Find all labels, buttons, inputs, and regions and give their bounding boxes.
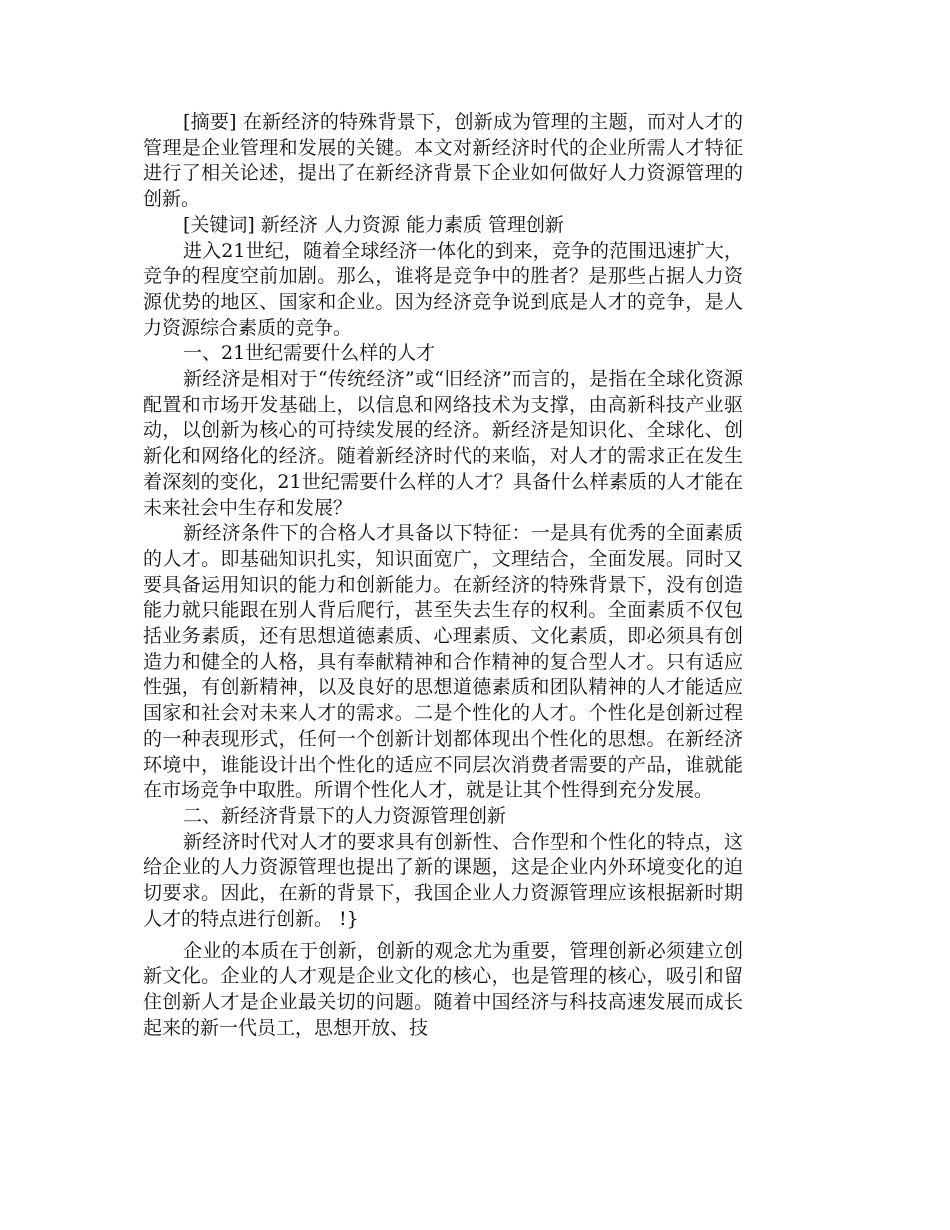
abstract-paragraph: [摘要] 在新经济的特殊背景下，创新成为管理的主题，而对人才的管理是企业管理和发展的关键。本文对新经济时代的企业所需人才特征进行了相关论述，提出了在新经济背景下企业如何做好人力资源管理的创新。: [143, 111, 743, 211]
body-paragraph: 新经济时代对人才的要求具有创新性、合作型和个性化的特点，这给企业的人力资源管理也提出了新的课题，这是企业内外环境变化的迫切要求。因此，在新的背景下，我国企业人力资源管理应该根据新时期人才的特点进行创新。 !}: [143, 830, 743, 930]
body-paragraph: 企业的本质在于创新，创新的观念尤为重要，管理创新必须建立创新文化。企业的人才观是企业文化的核心，也是管理的核心，吸引和留住创新人才是企业最关切的问题。随着中国经济与科技高速发展而成长起来的新一代员工，思想开放、技: [143, 939, 743, 1039]
section-heading-2: 二、新经济背景下的人力资源管理创新: [183, 804, 507, 827]
document-body: [143, 110, 743, 1041]
body-paragraph: 新经济是相对于“传统经济”或“旧经济”而言的，是指在全球化资源配置和市场开发基础上，以信息和网络技术为支撑，由高新科技产业驱动，以创新为核心的可持续发展的经济。新经济是知识化、全球化、创新化和网络化的经济。随着新经济时代的来临，对人才的需求正在发生着深刻的变化，21世纪需要什么样的人才？具备什么样素质的人才能在未来社会中生存和发展？: [143, 368, 743, 519]
section-heading-1: 一、21世纪需要什么样的人才: [183, 342, 436, 365]
body-paragraph: 新经济条件下的合格人才具备以下特征：一是具有优秀的全面素质的人才。即基础知识扎实，知识面宽广，文理结合，全面发展。同时又要具备运用知识的能力和创新能力。在新经济的特殊背景下，没有创造能力就只能跟在别人背后爬行，甚至失去生存的权利。全面素质不仅包括业务素质，还有思想道德素质、心理素质、文化素质，即必须具有创造力和健全的人格，具有奉献精神和合作精神的复合型人才。只有适应性强，有创新精神，以及良好的思想道德素质和团队精神的人才能适应国家和社会对未来人才的需求。二是个性化的人才。个性化是创新过程的一种表现形式，任何一个创新计划都体现出个性化的思想。在新经济环境中，谁能设计出个性化的适应不同层次消费者需要的产品，谁就能在市场竞争中取胜。所谓个性化人才，就是让其个性得到充分发展。: [143, 522, 743, 802]
intro-paragraph: 进入21世纪，随着全球经济一体化的到来，竞争的范围迅速扩大，竞争的程度空前加剧。那么，谁将是竞争中的胜者？是那些占据人力资源优势的地区、国家和企业。因为经济竞争说到底是人才的竞争，是人力资源综合素质的竞争。: [143, 239, 743, 339]
keywords-line: [关键词] 新经济 人力资源 能力素质 管理创新: [183, 213, 564, 236]
